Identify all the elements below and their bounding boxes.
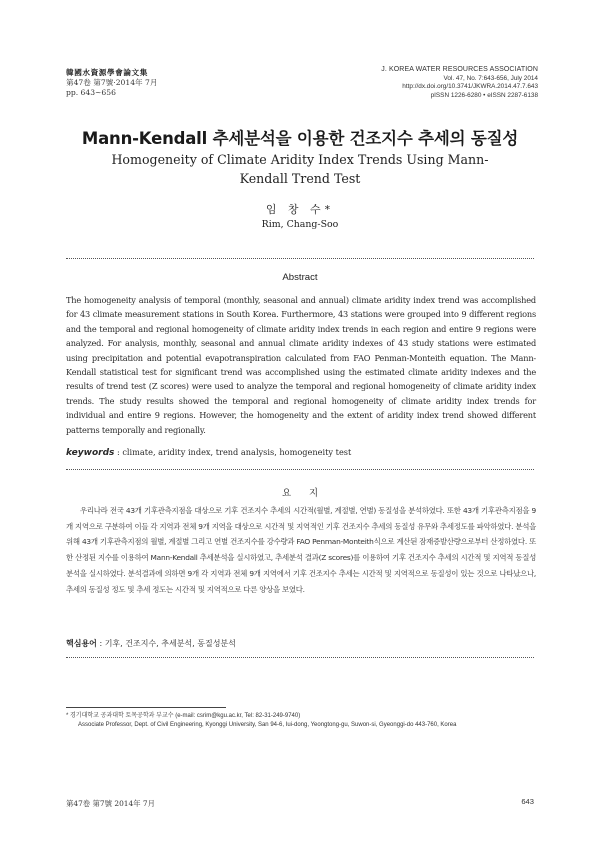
author-name-korean: 임 창 수* — [265, 203, 335, 216]
paper-title-korean: Mann-Kendall 추세분석을 이용한 건조지수 추세의 동질성 — [81, 129, 519, 148]
doi-link[interactable]: http://dx.doi.org/10.3741/JKWRA.2014.47.7.643 — [402, 83, 538, 91]
summary-heading: 요지 — [281, 488, 337, 499]
divider — [66, 469, 534, 470]
journal-header-right — [381, 66, 538, 100]
journal-name-english: J. KOREA WATER RESOURCES ASSOCIATION — [381, 66, 538, 73]
footnote-korean: * 경기대학교 공과대학 토목공학과 부교수 (e-mail: csrim@kgu.ac.kr, Tel: 82-31-249-9740) — [66, 713, 301, 719]
page-range: pp. 643~656 — [66, 88, 116, 97]
core-keywords-list: : 기후, 건조지수, 추세분석, 동질성분석 — [96, 639, 236, 648]
divider — [66, 657, 534, 658]
abstract-heading: Abstract — [282, 272, 318, 283]
author-name-english: Rim, Chang-Soo — [261, 219, 339, 230]
issn: pISSN 1226-6280 • eISSN 2287-6138 — [430, 91, 538, 99]
abstract-body: The homogeneity analysis of temporal (monthly, seasonal and annual) climate aridity index trend was accomplished for 43 climate measurement stations in South Korea. Furthermore, 43 stations were grouped into 9 different regions and the temporal and regional homogeneity of climate aridity index trends in each region and entire 9 regions were analyzed. For analysis, monthly, seasonal and annual climate aridity indexes of 43 study stations were estimated using precipitation and potential evapotranspiration calculated from FAO Penman-Monteith equation. The Mann-Kendall statistical test for significant trend was accomplished using the estimated climate aridity indexes and the results of trend test (Z scores) were used to analyze the temporal and regional homogeneity of climate aridity index trends. The study results showed the temporal and regional homogeneity of climate aridity index trends for individual and entire 9 regions. However, the homogeneity and the extent of aridity index trend showed different patterns temporally and regionally. — [66, 295, 536, 435]
volume-korean: 第47卷 第7號·2014年 7月 — [66, 78, 158, 87]
footnote-rule — [66, 707, 226, 708]
footer-volume: 第47卷 第7號 2014年 7月 — [66, 799, 156, 808]
volume-english: Vol. 47, No. 7:643-656, July 2014 — [443, 74, 538, 82]
page-number: 643 — [521, 797, 534, 806]
keywords-label: keywords — [66, 448, 115, 458]
footnote-english: Associate Professor, Dept. of Civil Engineering, Kyonggi University, San 94-6, Iui-dong, Yeongtong-gu, Suwon-si, Gyeonggi-do 443-760, Korea — [78, 722, 457, 728]
journal-name-korean: 韓國水資源學會論文集 — [66, 68, 148, 77]
author-footnote — [66, 712, 536, 730]
journal-header-left — [66, 68, 157, 98]
core-keywords-line — [66, 638, 536, 649]
summary-body: 우리나라 전국 43개 기후관측지점을 대상으로 기후 건조지수 추세의 시간적(월별, 계절별, 연별) 동질성을 분석하였다. 또한 43개 기후관측지점을 9개 지역으로 구분하여 이들 각 지역과 전체 9개 지역을 대상으로 시간적 및 지역적인 기후 건조지수 추세의 동질성 유무와 추세정도를 파악하였다. 분석을 위해 43개 기후관측지점의 월별, 계절별 그리고 연별 건조지수를 강수량과 FAO Penman-Monteith식으로 계산된 잠재증발산량으로부터 산정하였다. 또한 산정된 지수를 이용하여 Mann-Kendall 추세분석을 실시하였고, 추세분석 결과(Z scores)를 이용하여 기후 건조지수 추세의 시간적 및 지역적 동질성 분석을 실시하였다. 분석결과에 의하면 9개 각 지역과 전체 9개 지역에서 기후 건조지수 추세는 시간적 및 지역적으로 동질성이 있는 것으로 나타났으나, 추세의 동질성 정도 및 추세 정도는 시간적 및 지역적으로 다른 양상을 보였다. — [66, 506, 536, 594]
paper-title-english: Homogeneity of Climate Aridity Index Trends Using Mann-Kendall Trend Test — [111, 152, 489, 186]
core-keywords-label: 핵심용어 — [66, 639, 97, 648]
divider — [66, 258, 534, 259]
keywords-line — [66, 447, 536, 458]
keywords-list: : climate, aridity index, trend analysis, homogeneity test — [114, 447, 352, 457]
